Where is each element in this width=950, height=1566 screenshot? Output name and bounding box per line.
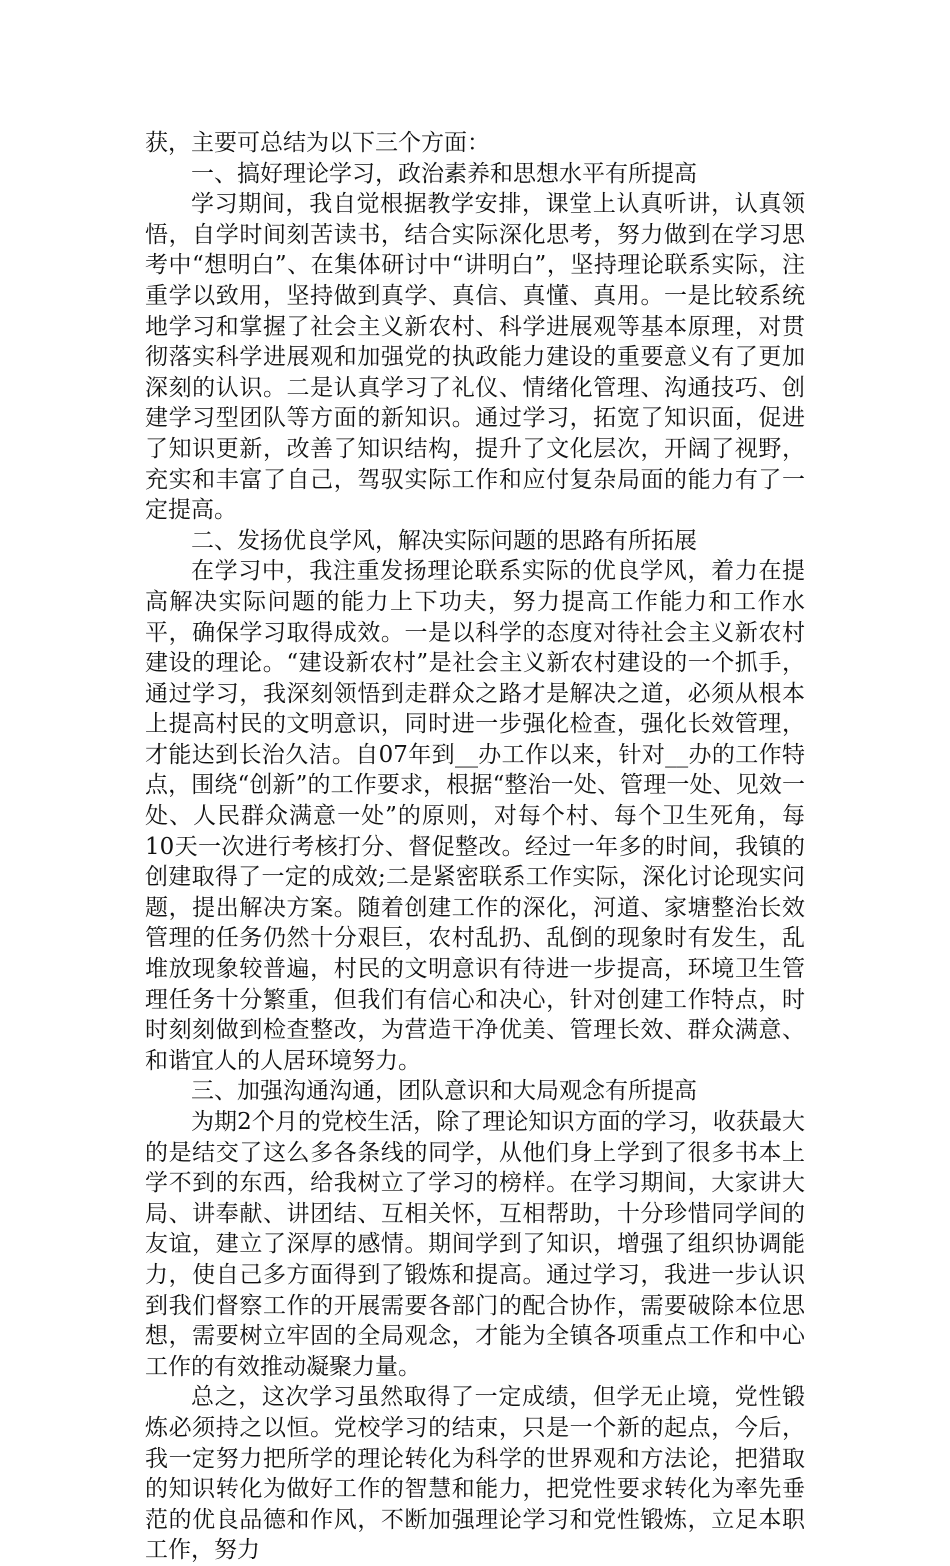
paragraph-section-1: 学习期间，我自觉根据教学安排，课堂上认真听讲，认真领悟，自学时间刻苦读书，结合实际深化思考，努力做到在学习思考中“想明白”、在集体研讨中“讲明白”，坚持理论联系实际，注重学以致用，坚持做到真学、真信、真懂、真用。一是比较系统地学习和掌握了社会主义新农村、科学进展观等基本原理，对贯彻落实科学进展观和加强党的执政能力建设的重要意义有了更加深刻的认识。二是认真学习了礼仪、情绪化管理、沟通技巧、创建学习型团队等方面的新知识。通过学习，拓宽了知识面，促进了知识更新，改善了知识结构，提升了文化层次，开阔了视野，充实和丰富了自己，驾驭实际工作和应付复杂局面的能力有了一定提高。 [145, 191, 805, 524]
heading-section-2: 二、发扬优良学风，解决实际问题的思路有所拓展 [191, 527, 697, 554]
paragraph-section-2: 在学习中，我注重发扬理论联系实际的优良学风，着力在提高解决实际问题的能力上下功夫，努力提高工作能力和工作水平，确保学习取得成效。一是以科学的态度对待社会主义新农村建设的理论。“建设新农村”是社会主义新农村建设的一个抓手，通过学习，我深刻领悟到走群众之路才是解决之道，必须从根本上提高村民的文明意识，同时进一步强化检查，强化长效管理，才能达到长治久洁。自07年到__办工作以来，针对__办的工作特点，围绕“创新”的工作要求，根据“整治一处、管理一处、见效一处、人民群众满意一处”的原则，对每个村、每个卫生死角，每10天一次进行考核打分、督促整改。经过一年多的时间，我镇的创建取得了一定的成效;二是紧密联系工作实际，深化讨论现实问题，提出解决方案。随着创建工作的深化，河道、家塘整治长效管理的任务仍然十分艰巨，农村乱扔、乱倒的现象时有发生，乱堆放现象较普遍，村民的文明意识有待进一步提高，环境卫生管理任务十分繁重，但我们有信心和决心，针对创建工作特点，时时刻刻做到检查整改，为营造干净优美、管理长效、群众满意、和谐宜人的人居环境努力。 [145, 558, 805, 1074]
heading-section-3: 三、加强沟通沟通，团队意识和大局观念有所提高 [191, 1078, 697, 1105]
paragraph-section-3: 为期2个月的党校生活，除了理论知识方面的学习，收获最大的是结交了这么多各条线的同学，从他们身上学到了很多书本上学不到的东西，给我树立了学习的榜样。在学习期间，大家讲大局、讲奉献、讲团结、互相关怀，互相帮助，十分珍惜同学间的友谊，建立了深厚的感情。期间学到了知识，增强了组织协调能力，使自己多方面得到了锻炼和提高。通过学习，我进一步认识到我们督察工作的开展需要各部门的配合协作，需要破除本位思想，需要树立牢固的全局观念，才能为全镇各项重点工作和中心工作的有效推动凝聚力量。 [145, 1109, 805, 1380]
heading-section-1: 一、搞好理论学习，政治素养和思想水平有所提高 [191, 160, 697, 187]
paragraph-intro: 获，主要可总结为以下三个方面： [145, 130, 490, 156]
paragraph-conclusion: 总之，这次学习虽然取得了一定成绩，但学无止境，党性锻炼必须持之以恒。党校学习的结束，只是一个新的起点，今后，我一定努力把所学的理论转化为科学的世界观和方法论，把猎取的知识转化为做好工作的智慧和能力，把党性要求转化为率先垂范的优良品德和作风，不断加强理论学习和党性锻炼，立足本职工作，努力 [145, 1384, 805, 1564]
document-body [145, 128, 805, 1566]
